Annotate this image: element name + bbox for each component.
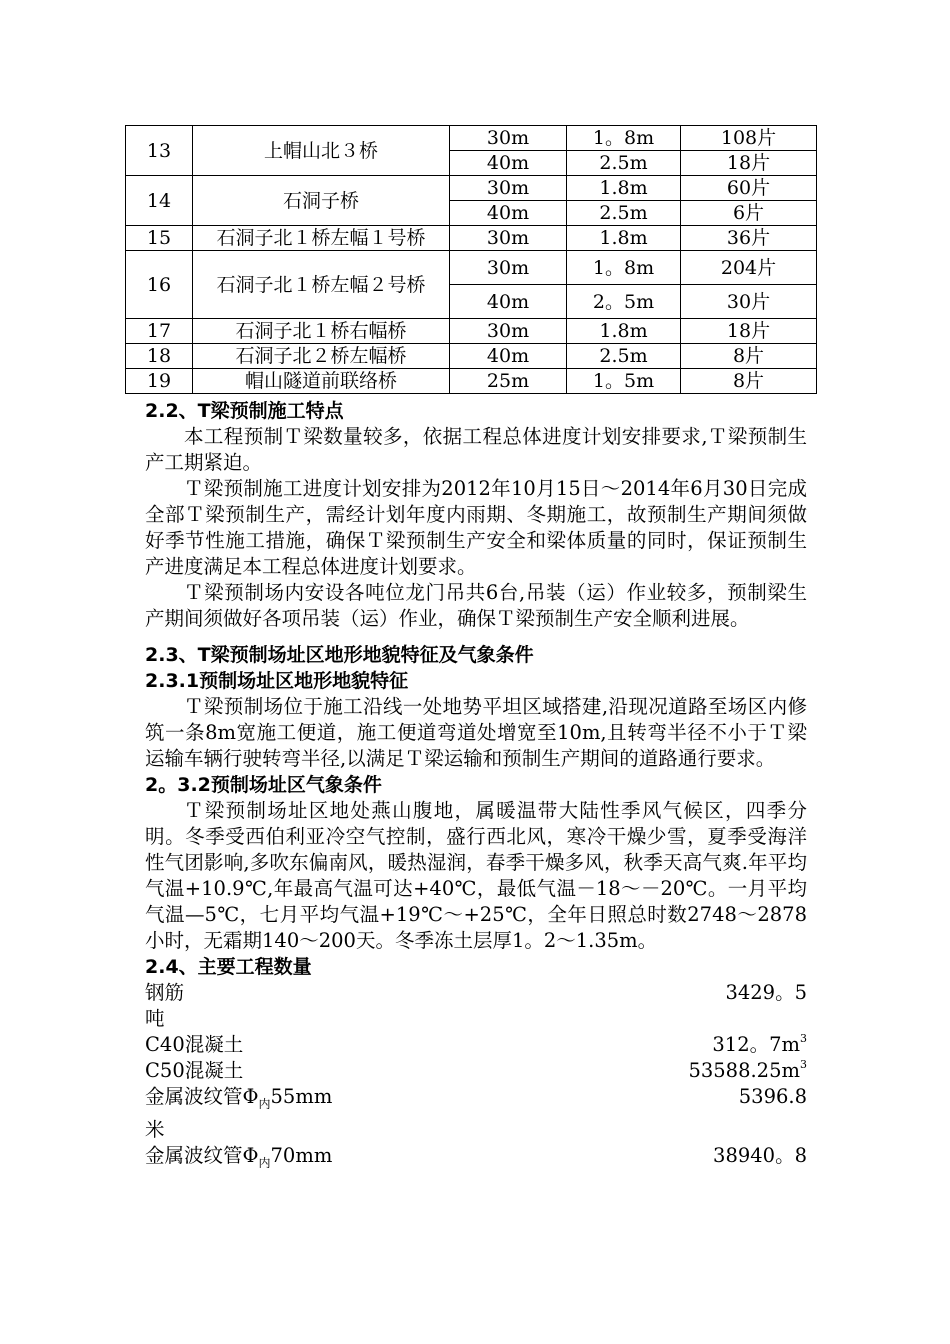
- cell-span: 30m: [450, 319, 567, 344]
- cell-span: 30m: [450, 251, 567, 285]
- cell-span: 30m: [450, 226, 567, 251]
- cell-bridge-name: 上帽山北３桥: [193, 126, 450, 176]
- cell-span: 30m: [450, 176, 567, 201]
- cell-bridge-name: 石洞子北１桥左幅１号桥: [193, 226, 450, 251]
- table-row: [126, 319, 817, 344]
- cell-bridge-name: 石洞子桥: [193, 176, 450, 226]
- cell-h: 1。8m: [567, 251, 681, 285]
- quantity-unit: 米: [145, 1117, 165, 1141]
- table-row: [126, 176, 817, 201]
- cell-h: 1.8m: [567, 176, 681, 201]
- cell-h: 1。5m: [567, 369, 681, 394]
- cell-count: 8片: [681, 369, 817, 394]
- cell-h: 2.5m: [567, 201, 681, 226]
- cell-span: 25m: [450, 369, 567, 394]
- quantity-item: 金属波纹管$\Phi_内55mm$ 5396.8: [145, 1085, 807, 1111]
- cell-span: 40m: [450, 285, 567, 319]
- cell-count: 6片: [681, 201, 817, 226]
- table-row: [126, 344, 817, 369]
- cell-number: 17: [126, 319, 193, 344]
- quantity-item: 钢筋 3429。5: [145, 981, 807, 1004]
- cell-bridge-name: 石洞子北１桥右幅桥: [193, 319, 450, 344]
- quantity-item: C40混凝土 312。$7m^3$: [145, 1032, 807, 1056]
- paragraph: 本工程预制Ｔ梁数量较多，依据工程总体进度计划安排要求,Ｔ梁预制生产工期紧迫。: [145, 425, 807, 474]
- cell-count: 60片: [681, 176, 817, 201]
- table-row: [126, 251, 817, 285]
- cell-count: 204片: [681, 251, 817, 285]
- heading-2-2: 2.2、T梁预制施工特点: [145, 400, 344, 422]
- quantity-item: C50混凝土 $53588.25m^3$: [145, 1058, 807, 1082]
- cell-h: 2.5m: [567, 344, 681, 369]
- cell-h: 2.5m: [567, 151, 681, 176]
- cell-number: 19: [126, 369, 193, 394]
- cell-span: 30m: [450, 126, 567, 151]
- cell-number: 15: [126, 226, 193, 251]
- cell-span: 40m: [450, 344, 567, 369]
- quantity-item: 金属波纹管$\Phi_内70mm$ 38940。8: [145, 1143, 807, 1170]
- cell-count: 108片: [681, 126, 817, 151]
- cell-number: 13: [126, 126, 193, 176]
- table-row: [126, 126, 817, 151]
- heading-2-3-2: 2。3.2预制场址区气象条件: [145, 774, 382, 796]
- cell-count: 8片: [681, 344, 817, 369]
- cell-span: 40m: [450, 201, 567, 226]
- cell-number: 14: [126, 176, 193, 226]
- cell-span: 40m: [450, 151, 567, 176]
- cell-count: 30片: [681, 285, 817, 319]
- heading-2-4: 2.4、主要工程数量: [145, 956, 312, 978]
- cell-h: 1.8m: [567, 226, 681, 251]
- cell-number: 16: [126, 251, 193, 319]
- paragraph: Ｔ梁预制施工进度计划安排为2012年10月15日～2014年6月30日完成全部Ｔ梁预制生产，需经计划年度内雨期、冬期施工，故预制生产期间须做好季节性施工措施，确保Ｔ梁预制生产安全和梁体质量的同时，保证预制生产进度满足本工程总体进度计划要求。: [145, 477, 807, 578]
- cell-count: 18片: [681, 319, 817, 344]
- document-body: [145, 398, 807, 1176]
- cell-h: 1.8m: [567, 319, 681, 344]
- cell-bridge-name: 帽山隧道前联络桥: [193, 369, 450, 394]
- cell-number: 18: [126, 344, 193, 369]
- cell-bridge-name: 石洞子北１桥左幅２号桥: [193, 251, 450, 319]
- paragraph: Ｔ梁预制场址区地处燕山腹地，属暖温带大陆性季风气候区，四季分明。冬季受西伯利亚冷空气控制，盛行西北风，寒冷干燥少雪，夏季受海洋性气团影响,多吹东偏南风，暖热湿润，春季干燥多风，秋季天高气爽.年平均气温+10.9℃,年最高气温可达+40℃，最低气温－18～－20℃。一月平均气温—5℃，七月平均气温+19℃～+25℃，全年日照总时数2748～2878小时，无霜期140～200天。冬季冻土层厚1。2～1.35m。: [145, 799, 807, 952]
- cell-count: 18片: [681, 151, 817, 176]
- paragraph: Ｔ梁预制场内安设各吨位龙门吊共6台,吊装（运）作业较多，预制梁生产期间须做好各项吊装（运）作业，确保Ｔ梁预制生产安全顺利进展。: [145, 581, 807, 630]
- heading-2-3-1: 2.3.1预制场址区地形地貌特征: [145, 670, 409, 692]
- heading-2-3: 2.3、T梁预制场址区地形地貌特征及气象条件: [145, 644, 534, 666]
- cell-h: 1。8m: [567, 126, 681, 151]
- cell-bridge-name: 石洞子北２桥左幅桥: [193, 344, 450, 369]
- paragraph: Ｔ梁预制场位于施工沿线一处地势平坦区域搭建,沿现况道路至场区内修筑一条8m宽施工便道，施工便道弯道处增宽至10m,且转弯半径不小于Ｔ梁运输车辆行驶转弯半径,以满足Ｔ梁运输和预制生产期间的道路通行要求。: [145, 695, 807, 770]
- cell-count: 36片: [681, 226, 817, 251]
- table-row: [126, 369, 817, 394]
- quantity-unit: 吨: [145, 1007, 165, 1030]
- table-row: [126, 226, 817, 251]
- cell-h: 2。5m: [567, 285, 681, 319]
- bridge-table: [125, 125, 817, 394]
